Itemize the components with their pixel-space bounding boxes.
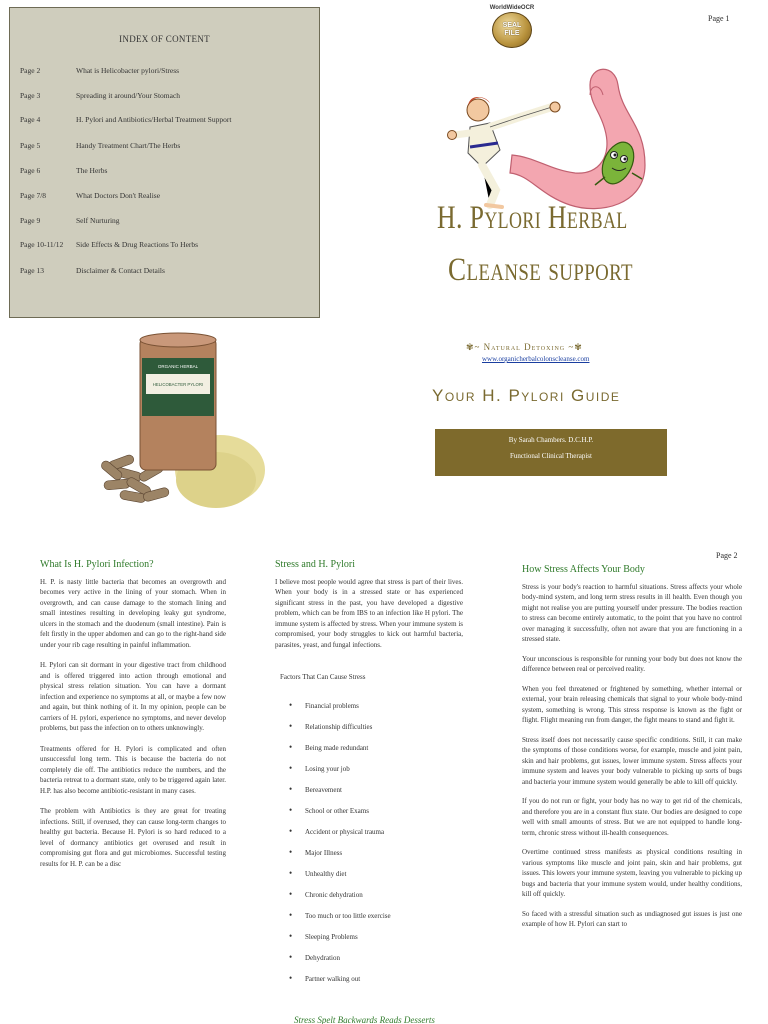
paragraph: Stress itself does not necessarily cause specific conditions. Still, it can make the symptoms of those conditions worse, for example, muscle and joint pain, skin and hair problems, gut issues, lower immune system. Stress affects your immune system and leaves your body vulnerable to picking up sorts of bugs and bacteria your immune system would generally be able to kill off quickly. [522,735,742,786]
section-heading: What Is H. Pylori Infection? [40,559,154,570]
index-title: INDEX OF CONTENT [119,34,210,44]
seal-line-1: SEAL [502,22,522,29]
index-row[interactable] [20,141,180,150]
paragraph: When you feel threatened or frightened by something, whether internal or external, your brain releasing chemicals that signal to your whole body-mind system, something is wrong. This stress response is known as the fight or flight. Flight meaning run from danger, the fight means to stand and fight it. [522,684,742,724]
factors-title: Factors That Can Cause Stress [280,673,366,681]
index-of-content-panel [9,7,320,318]
seal-caption: WorldWideOCR [489,5,535,11]
karate-stomach-illustration [440,55,655,220]
index-row[interactable] [20,91,180,100]
list-item: • Being made redundant [289,743,463,754]
website-link[interactable]: www.organicherbalcolonscleanse.com [482,355,590,363]
guide-title: Your H. Pylori Guide [432,386,621,405]
list-item: • Dehydration [289,953,463,964]
index-page: Page 7/8 [20,191,47,200]
page-number: Page 1 [708,14,730,23]
paragraph: H. Pylori can sit dormant in your digestive tract from childhood and is offered triggered into action through emotional and physical stress relation situation. You can have a dormant infection and experience no symptoms at all, or maybe a few now and again, but think nothing of it. In my opinion, people can be carriers of H. pylori, experience no symptoms, and never develop problems, but pass the infection on to others unknowingly. [40,661,226,732]
list-item: • Too much or too little exercise [289,911,463,922]
seal-icon [492,12,532,48]
index-topic: The Herbs [76,166,108,175]
paragraph: Stress is your body's reaction to harmful situations. Stress affects your whole body-mind system, and long term stress results in ill health. Even though you might not realise you are putting yourself under pressure. The bodies reaction to stress can become entirely automatic, to the point that you have no control over managing it successfully, often not aware that you are functioning in a stressed state. [522,582,742,643]
author-name: By Sarah Chambers. D.C.H.P. [508,436,594,444]
index-row[interactable] [20,216,120,225]
footer-quote: Stress Spelt Backwards Reads Desserts [294,1015,435,1024]
paragraph: Overtime continued stress manifests as physical conditions resulting in various symptoms like muscle and joint pain, skin and hair problems, gut issues. This lowers your immune system, leaving you vulnerable to picking up bugs and bacteria that your immune system would, under healthy conditions, kill off quickly. [522,848,742,898]
index-page: Page 3 [20,91,41,100]
seal-line-2: FILE [504,30,520,37]
index-topic: What is Helicobacter pylori/Stress [76,66,180,75]
list-item: • Losing your job [289,764,463,775]
index-topic: Self Nurturing [76,216,120,225]
index-row[interactable] [20,240,198,249]
paragraph: H. P. is nasty little bacteria that becomes an overgrowth and becomes very active in the lining of your stomach. When in overgrowth, and can cause damage to the stomach lining and small intestines resulting in developing leaky gut syndrome, ulcers in the stomach and the duodenum (small intestine). Pain is felt firstly in the upper abdomen and can go to the right-hand side under your rib cage resulting in painful inflammation. [40,577,226,649]
product-image [98,330,268,515]
column-stress-affects-body [522,565,742,939]
column-stress-hpylori [275,560,463,995]
index-page: Page 9 [20,216,41,225]
index-page: Page 4 [20,115,41,124]
list-item: • Unhealthy diet [289,869,463,880]
section-heading: How Stress Affects Your Body [522,564,645,575]
list-item: • Relationship difficulties [289,722,463,733]
ornament-left-icon: ✾~ [466,342,484,352]
seal-file-badge [488,5,536,49]
list-item: • Bereavement [289,785,463,796]
section-heading: Stress and H. Pylori [275,559,355,570]
index-row[interactable] [20,66,179,75]
index-page: Page 13 [20,266,44,275]
index-row[interactable] [20,166,107,175]
paragraph: Your unconscious is responsible for running your body but does not know the difference between real or perceived reality. [522,654,742,673]
product-name: HELICOBACTER PYLORI [152,382,204,387]
index-topic: Handy Treatment Chart/The Herbs [76,141,181,150]
column-hpylori-infection [40,560,226,879]
cover-title-line-2: Cleanse support [448,252,633,288]
index-topic: Disclaimer & Contact Details [76,266,165,275]
list-item: • Accident or physical trauma [289,827,463,838]
tagline-text: Natural Detoxing [483,342,566,352]
index-page: Page 2 [20,66,41,75]
index-topic: What Doctors Don't Realise [76,191,161,200]
paragraph: The problem with Antibiotics is they are great for treating infections. Still, if overused, they can cause long-term changes to healthy gut bacteria. Because H. Pylori is so hard reduced to a level of dormancy antibiotics get overused and result in compromising gut flora and gut microbiomes. Successful testing results for H. P. can be a disc [40,807,226,868]
list-item: • Chronic dehydration [289,890,463,901]
index-topic: H. Pylori and Antibiotics/Herbal Treatment Support [76,115,232,124]
list-item: • Sleeping Problems [289,932,463,943]
index-page: Page 5 [20,141,41,150]
product-brand: ORGANIC HERBAL [157,364,199,369]
stress-factors-list [275,701,463,985]
author-box [435,429,667,476]
index-page: Page 10-11/12 [20,240,64,249]
paragraph: So faced with a stressful situation such as undiagnosed gut issues is just one example of how H. Pylori can start to [522,909,742,928]
tagline [466,342,583,353]
list-item: • Major Illness [289,848,463,859]
page-number: Page 2 [716,551,738,560]
paragraph: I believe most people would agree that stress is part of their lives. When your body is in a stressed state or has experienced significant stress in the past, you have developed a digestive problem, which can be from IBS to an infection like H pylori. The immune system is affected by stress. When your immune system is compromised, your body struggles to kick out harmful bacteria, parasites, yeast, and fungal infections. [275,577,463,649]
index-topic: Spreading it around/Your Stomach [76,91,181,100]
index-row[interactable] [20,115,231,124]
ornament-right-icon: ~✾ [565,342,583,352]
index-row[interactable] [20,266,165,275]
list-item: • School or other Exams [289,806,463,817]
list-item: • Financial problems [289,701,463,712]
author-role: Functional Clinical Therapist [510,452,592,460]
paragraph: Treatments offered for H. Pylori is complicated and often unsuccessful long term. This is because the bacteria do not completely die off. The antibiotics reduce the numbers, and the bacteria retreat to a dormant state, only to be triggered again later. H.P. has also become antibiotic-resistant in many cases. [40,744,226,795]
paragraph: If you do not run or fight, your body has no way to get rid of the chemicals, and therefore you are in a constant flux state. Our bodies are designed to cope well with small amounts of stress. But we are not equipped to handle long-term, chronic stress without ill-health consequences. [522,797,742,837]
cover-title-line-1: H. Pylori Herbal [437,200,628,236]
index-page: Page 6 [20,166,41,175]
index-topic: Side Effects & Drug Reactions To Herbs [76,240,199,249]
index-row[interactable] [20,191,160,200]
list-item: • Partner walking out [289,974,463,985]
